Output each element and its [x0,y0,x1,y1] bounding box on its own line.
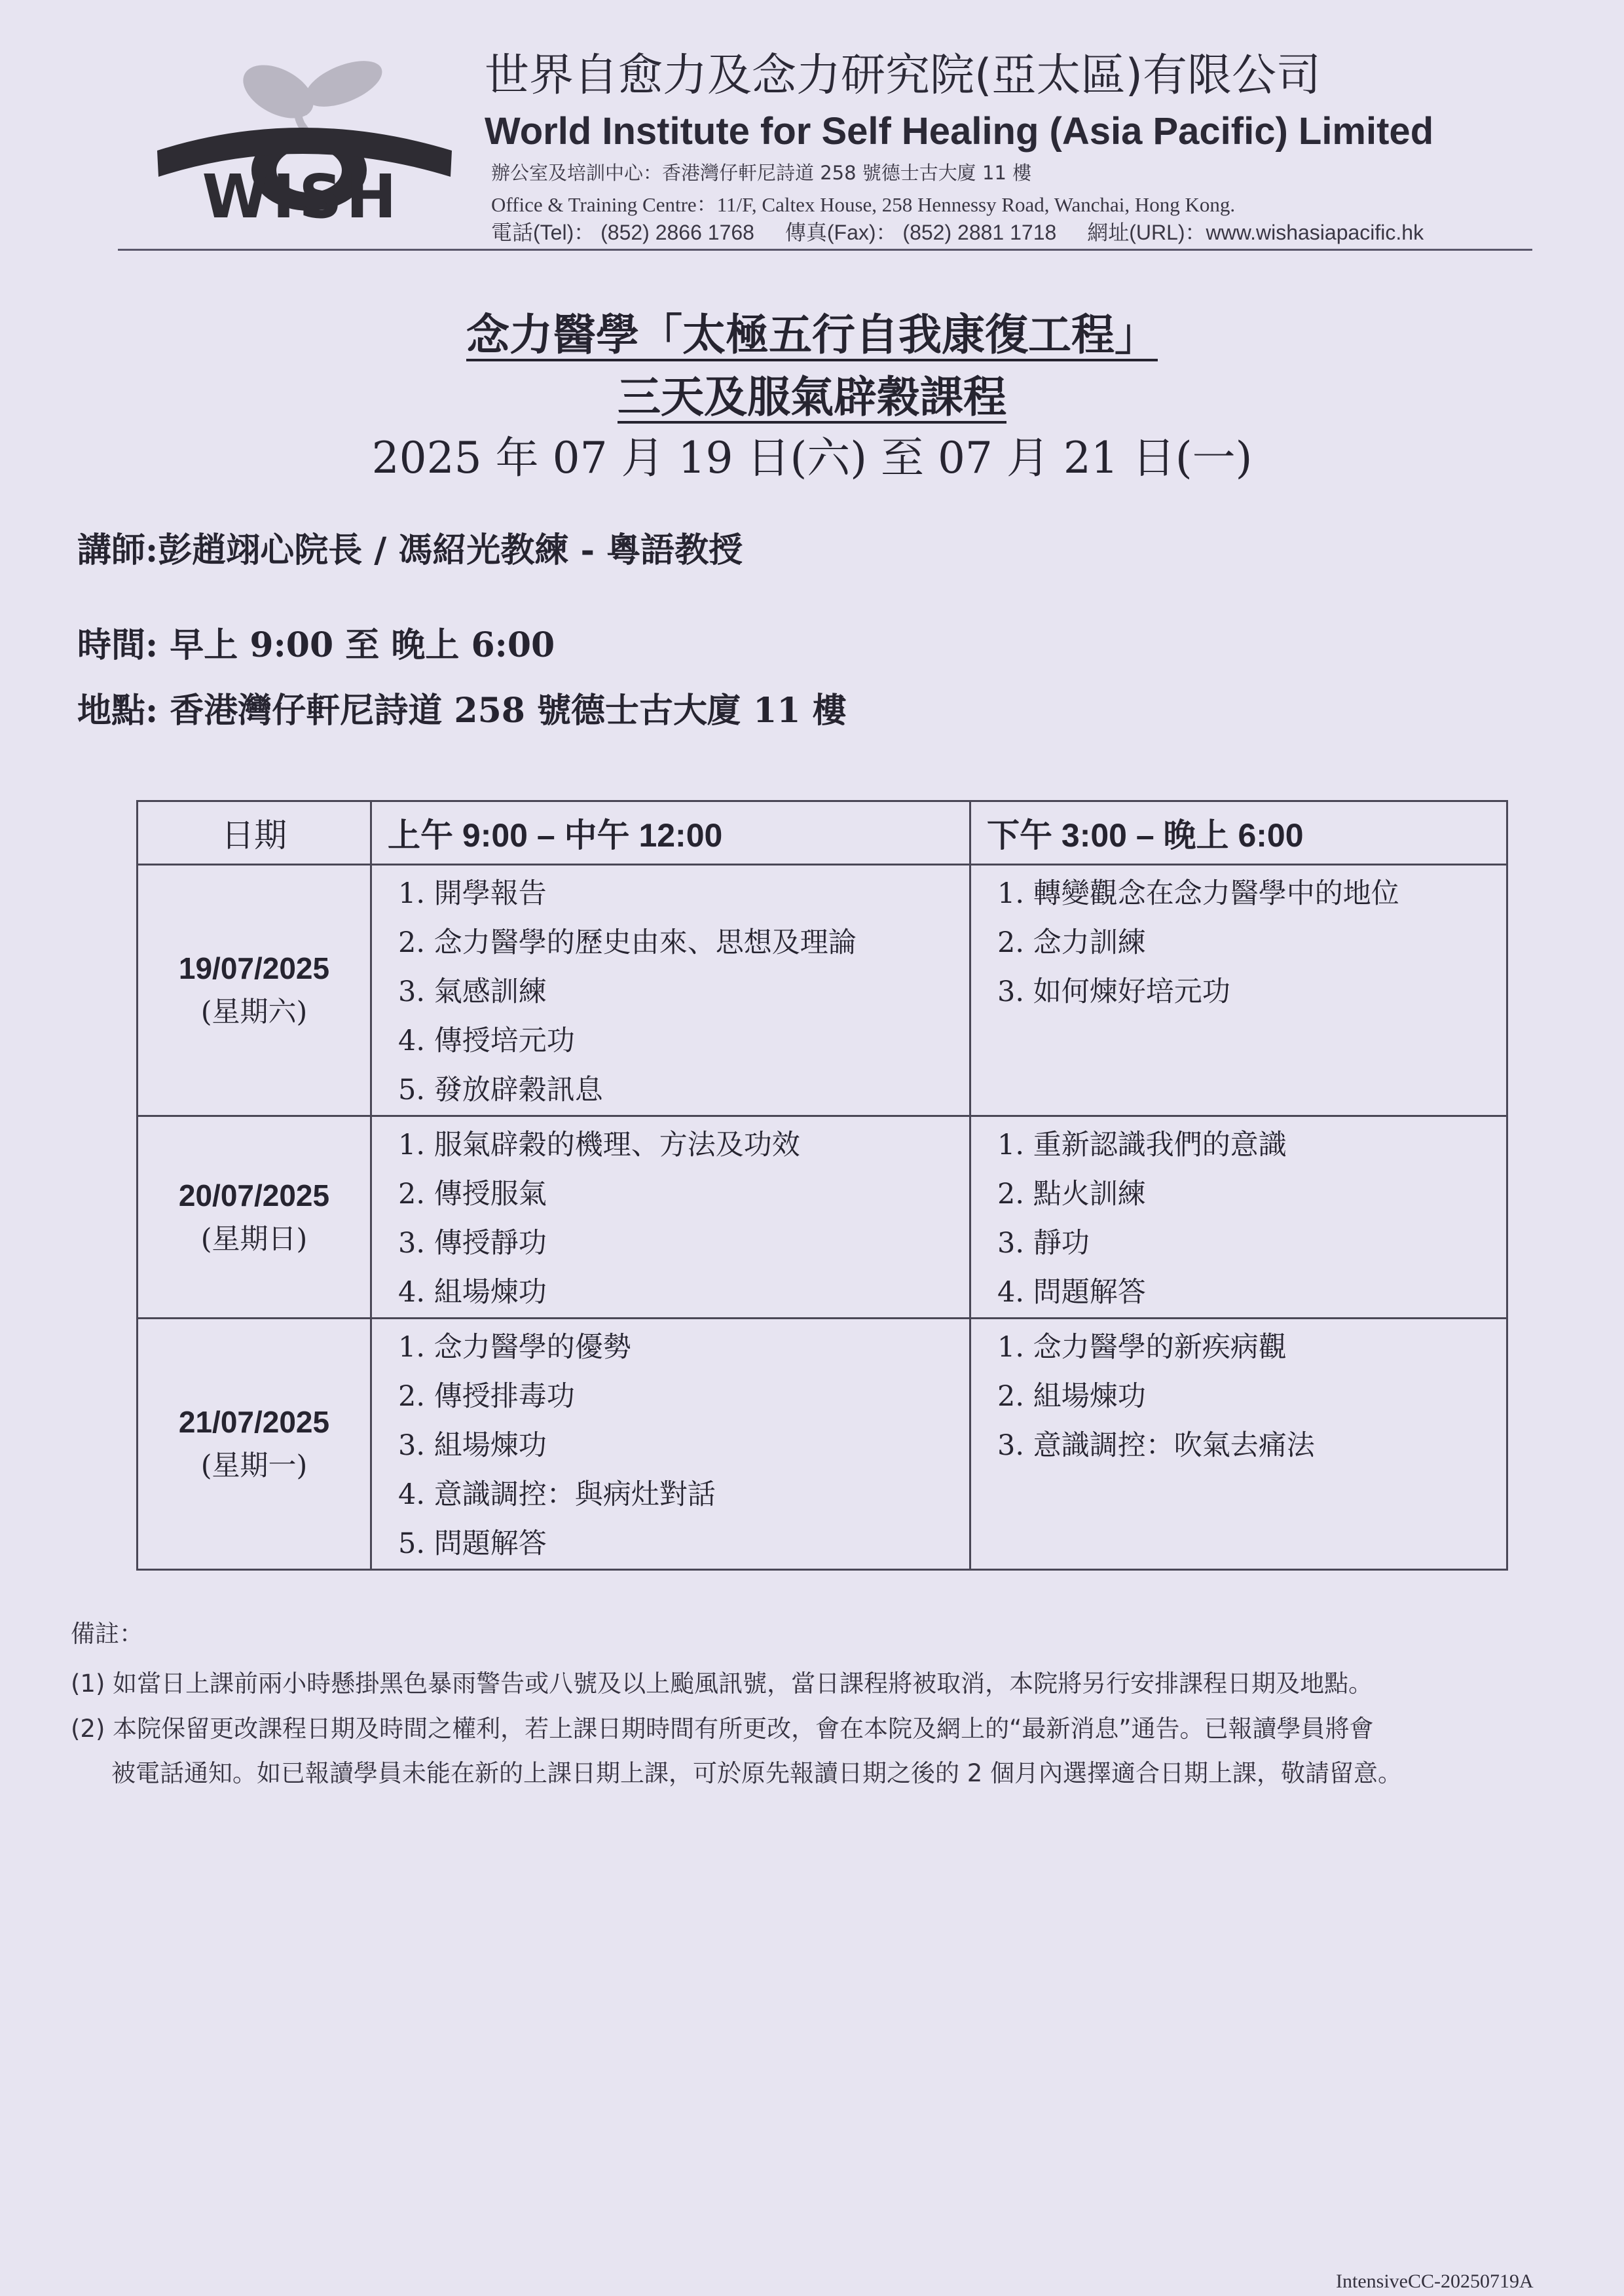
list-item: 3. 如何煉好培元功 [997,975,1230,1008]
list-item: 3. 傳授靜功 [398,1227,547,1260]
table-row [138,865,1507,1116]
svg-text:WISH: WISH [202,162,401,229]
table-row [138,1319,1507,1570]
day-cell [138,1319,371,1570]
list-item: 1. 念力醫學的優勢 [398,1331,631,1364]
wish-logo [144,46,458,229]
list-item: 3. 氣感訓練 [398,975,547,1008]
list-item: 2. 念力訓練 [997,926,1146,959]
venue-line: 地點: 香港灣仔軒尼詩道 258 號德士古大廈 11 樓 [77,691,847,731]
list-item: 2. 念力醫學的歷史由來、思想及理論 [398,926,857,959]
header-morning: 上午 9:00 – 中午 12:00 [371,801,970,865]
course-subtitle-text: 三天及服氣辟穀課程 [618,371,1006,422]
address-cn: 辦公室及培訓中心：香港灣仔軒尼詩道 258 號德士古大廈 11 樓 [491,162,1032,184]
header-divider [118,249,1532,251]
list-item: 3. 組場煉功 [398,1429,547,1462]
instructor-line: 講師:彭趙翊心院長 / 馮紹光教練 - 粵語教授 [77,530,743,570]
list-item: 2. 組場煉功 [997,1380,1146,1413]
list-item: 1. 服氣辟穀的機理、方法及功效 [398,1129,800,1161]
list-item: 1. 念力醫學的新疾病觀 [997,1331,1287,1364]
address-en: Office & Training Centre：11/F, Caltex House, 258 Hennessy Road, Wanchai, Hong Kong. [491,193,1236,216]
document-reference: IntensiveCC-20250719A [1336,2270,1534,2292]
day-weekday: (星期日) [200,1222,308,1256]
list-item: 4. 傳授培元功 [398,1025,575,1057]
list-item: 2. 傳授服氣 [398,1178,547,1211]
header-afternoon: 下午 3:00 – 晚上 6:00 [970,801,1507,865]
list-item: 5. 問題解答 [398,1527,547,1560]
afternoon-cell [970,1319,1507,1570]
fax: 傳真(Fax)： (852) 2881 1718 [784,221,1057,244]
afternoon-cell [970,1116,1507,1319]
list-item: 4. 意識調控：與病灶對話 [398,1478,716,1511]
list-item: 2. 傳授排毒功 [398,1380,575,1413]
course-title [0,300,1624,362]
table-header-row [138,801,1507,865]
header-date: 日期 [138,801,371,865]
day-date: 21/07/2025 [178,1405,330,1439]
day-cell [138,1116,371,1319]
day-cell [138,865,371,1116]
list-item: 4. 組場煉功 [398,1276,547,1309]
org-name-en: World Institute for Self Healing (Asia Pacific) Limited [485,110,1434,153]
tel: 電話(Tel)： (852) 2866 1768 [491,221,754,244]
course-dates: 2025 年 07 月 19 日(六) 至 07 月 21 日(一) [371,433,1253,483]
day-date: 20/07/2025 [178,1178,330,1212]
remarks-heading: 備註： [71,1620,143,1648]
website-url: 網址(URL)：www.wishasiapacific.hk [1087,221,1424,244]
table-row [138,1116,1507,1319]
list-item: 3. 意識調控：吹氣去痛法 [997,1429,1315,1462]
schedule-table [136,800,1508,1571]
list-item: 3. 靜功 [997,1227,1090,1260]
list-item: 1. 轉變觀念在念力醫學中的地位 [997,877,1399,910]
morning-cell [371,1319,970,1570]
list-item: 2. 點火訓練 [997,1178,1146,1211]
morning-cell [371,865,970,1116]
day-weekday: (星期六) [200,996,308,1029]
day-weekday: (星期一) [200,1449,308,1482]
list-item: 1. 開學報告 [398,877,547,910]
contact-line [491,216,1449,246]
list-item: 1. 重新認識我們的意識 [997,1129,1287,1161]
course-title-text: 念力醫學「太極五行自我康復工程」 [466,309,1158,360]
morning-cell [371,1116,970,1319]
day-date: 19/07/2025 [178,951,330,985]
remark-1: (1) 如當日上課前兩小時懸掛黑色暴雨警告或八號及以上颱風訊號，當日課程將被取消，本院將另行安排課程日期及地點。 [71,1669,1373,1698]
list-item: 5. 發放辟穀訊息 [398,1074,603,1106]
org-name-cn: 世界自愈力及念力研究院(亞太區)有限公司 [485,50,1321,101]
afternoon-cell [970,865,1507,1116]
course-subtitle [0,362,1624,424]
list-item: 4. 問題解答 [997,1276,1146,1309]
remark-2-line-2: 被電話通知。如已報讀學員未能在新的上課日期上課，可於原先報讀日期之後的 2 個月內選擇適合日期上課，敬請留意。 [111,1759,1403,1787]
remark-2-line-1: (2) 本院保留更改課程日期及時間之權利，若上課日期時間有所更改，會在本院及網上的“最新消息”通告。已報讀學員將會 [71,1715,1374,1743]
time-line: 時間: 早上 9:00 至 晚上 6:00 [77,625,555,665]
